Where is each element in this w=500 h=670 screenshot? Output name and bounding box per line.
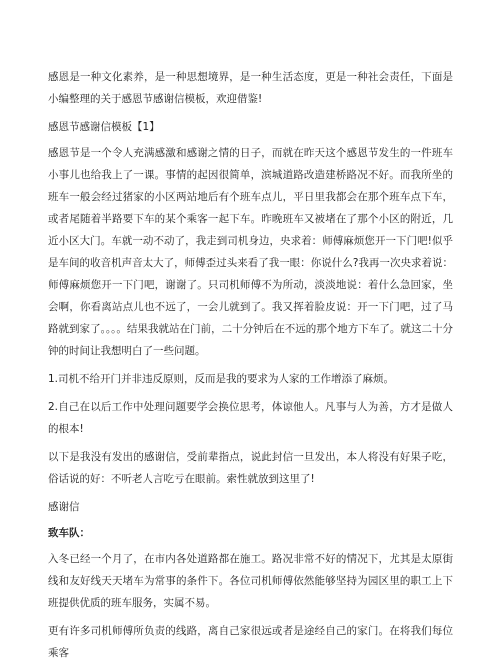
- section-body-paragraph: 感恩节是一个令人充满感激和感谢之情的日子，而就在昨天这个感恩节发生的一件班车小事儿也给我上了一课。事情的起因很简单，滨城道路改造建桥路况不好。而我所坐的班车一般会经过猪家的小区两站地后有个班车点儿，平日里我都会在那个班车点下车，或者尾随着半路要下车的某个乘客一起下车。昨晚班车又被堵在了那个小区的附近，几近小区大门。车就一动不动了，我走到司机身边，央求着：师傅麻烦您开一下门吧!似乎是车间的收音机声音太大了，师傅歪过头来看了我一眼：你说什么?我再一次央求着说：师傅麻烦您开一下门吧，谢谢了。只司机师傅不为所动，淡淡地说：着什么急回家，坐会啊，你看离站点儿也不远了，一会儿就到了。我又挥着脸皮说：开一下门吧，过了马路就到家了。。。。结果我就站在门前，二十分钟后在不远的那个地方下车了。就这二十分钟的时间让我想明白了一些问题。: [48, 147, 453, 357]
- closing-paragraph: 以下是我没有发出的感谢信，受前辈指点，说此封信一旦发出，本人将没有好果子吃，俗话说的好：不听老人言吃亏在眼前。索性就放到这里了!: [48, 451, 453, 485]
- letter-salutation: 致车队：: [48, 527, 90, 539]
- intro-paragraph: 感恩是一种文化素养，是一种思想境界，是一种生活态度，更是一种社会责任，下面是小编整理的关于感恩节感谢信模板，欢迎借鉴!: [48, 71, 453, 105]
- letter-title: 感谢信: [48, 501, 80, 513]
- section-title: 感恩节感谢信模板【1】: [48, 121, 160, 133]
- letter-paragraph-2: 更有许多司机师傅所负责的线路，离自己家很远或者是途经自己的家门。在将我们每位乘客: [48, 625, 453, 659]
- document-content: [48, 66, 453, 670]
- letter-paragraph-1: 入冬已经一个月了，在市内各处道路都在施工。路况非常不好的情况下，尤其是太原街线和友好线天天堵车为常事的条件下。各位司机师傅依然能够坚持为园区里的职工上下班提供优质的班车服务，实属不易。: [48, 553, 453, 609]
- point-one: 1.司机不给开门并非违反原则，反而是我的要求为人家的工作增添了麻烦。: [48, 373, 395, 385]
- point-two: 2.自己在以后工作中处理问题要学会换位思考，体谅他人。凡事与人为善，方才是做人的根本!: [48, 401, 453, 435]
